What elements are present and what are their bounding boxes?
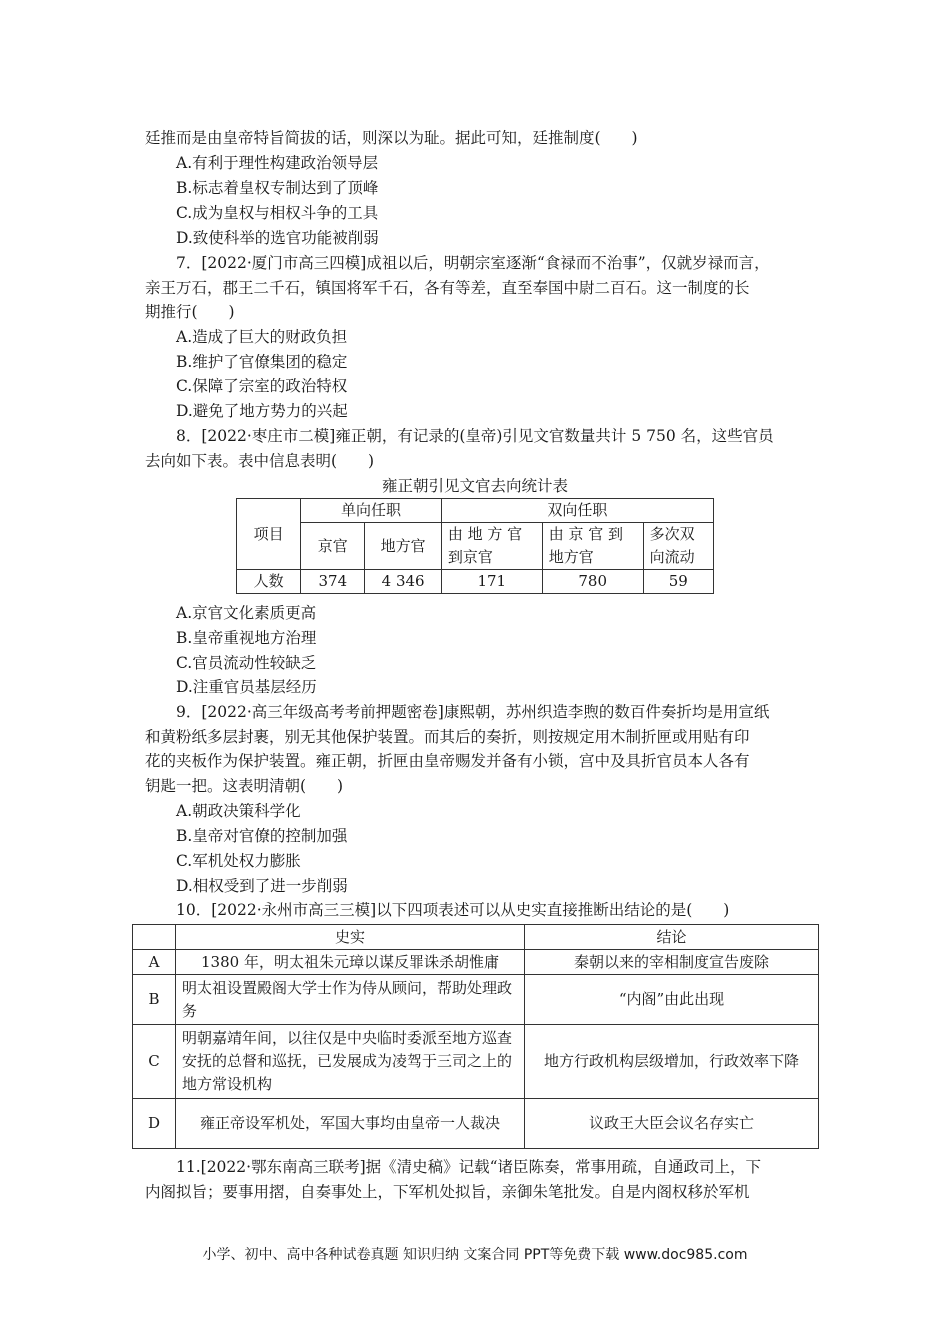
table-conclusion-cell: 议政王大臣会议名存实亡 bbox=[525, 1099, 819, 1149]
table-corner bbox=[133, 925, 176, 950]
q10-stem-line: 10．[2022·永州市高三三模]以下四项表述可以从史实直接推断出结论的是( ) bbox=[176, 901, 730, 919]
table-conclusion-cell: “内阁”由此出现 bbox=[525, 975, 819, 1025]
q6-option-a: A.有利于理性构建政治领导层 bbox=[176, 154, 379, 172]
table-row-label: C bbox=[133, 1025, 176, 1099]
q7-stem-line-2: 亲王万石，郡王二千石，镇国将军千石，各有等差，直至奉国中尉二百石。这一制度的长 bbox=[145, 279, 750, 297]
table-fact-cell: 明太祖设置殿阁大学士作为侍从顾问，帮助处理政务 bbox=[176, 975, 525, 1025]
page-footer: 小学、初中、高中各种试卷真题 知识归纳 文案合同 PPT等免费下载 www.doc985.com bbox=[202, 1247, 748, 1263]
table-cell: 374 bbox=[301, 570, 365, 594]
table-fact-cell: 1380 年，明太祖朱元璋以谋反罪诛杀胡惟庸 bbox=[176, 950, 525, 975]
table-cell: 780 bbox=[542, 570, 643, 594]
q8-option-b: B.皇帝重视地方治理 bbox=[176, 629, 317, 647]
table-row-label: D bbox=[133, 1099, 176, 1149]
table-header-item: 项目 bbox=[237, 499, 301, 570]
table-header-fact: 史实 bbox=[176, 925, 525, 950]
table-cell: 59 bbox=[643, 570, 713, 594]
q9-stem-line-3: 花的夹板作为保护装置。雍正朝，折匣由皇帝赐发并备有小锁，宫中及具折官员本人各有 bbox=[145, 752, 750, 770]
table-row-label: 人数 bbox=[237, 570, 301, 594]
table-sub-header: 由 京 官 到 地方官 bbox=[542, 523, 643, 570]
q7-stem-line-1: 7．[2022·厦门市高三四模]成祖以后，明朝宗室逐渐“食禄而不治事”，仅就岁禄而言， bbox=[176, 254, 770, 272]
q9-stem-line-4: 钥匙一把。这表明清朝( ) bbox=[145, 777, 344, 795]
table-header-double: 双向任职 bbox=[441, 499, 713, 523]
q8-table bbox=[236, 498, 714, 594]
table-sub-header: 多次双向流动 bbox=[643, 523, 713, 570]
q11-stem-line-2: 内阁拟旨；要事用摺，自奏事处上，下军机处拟旨，亲御朱笔批发。自是内阁权移於军机 bbox=[145, 1183, 750, 1201]
q9-stem-line-1: 9．[2022·高三年级高考考前押题密卷]康熙朝，苏州织造李煦的数百件奏折均是用宣纸 bbox=[176, 703, 770, 721]
q8-table-caption: 雍正朝引见文官去向统计表 bbox=[381, 477, 568, 495]
q9-option-a: A.朝政决策科学化 bbox=[176, 802, 301, 820]
table-header-single: 单向任职 bbox=[301, 499, 442, 523]
table-row-label: A bbox=[133, 950, 176, 975]
table-conclusion-cell: 地方行政机构层级增加，行政效率下降 bbox=[525, 1025, 819, 1099]
q8-stem-line-1: 8．[2022·枣庄市二模]雍正朝，有记录的(皇帝)引见文官数量共计 5 750 名，这些官员 bbox=[176, 427, 774, 445]
q6-stem-line: 廷推而是由皇帝特旨简拔的话，则深以为耻。据此可知，廷推制度( ) bbox=[145, 129, 638, 147]
q9-stem-line-2: 和黄粉纸多层封裹，别无其他保护装置。而其后的奏折，则按规定用木制折匣或用贴有印 bbox=[145, 728, 750, 746]
q6-option-d: D.致使科举的选官功能被削弱 bbox=[176, 229, 379, 247]
table-cell: 171 bbox=[441, 570, 542, 594]
q9-option-c: C.军机处权力膨胀 bbox=[176, 852, 301, 870]
table-sub-header: 由 地 方 官 到京官 bbox=[441, 523, 542, 570]
q7-option-a: A.造成了巨大的财政负担 bbox=[176, 328, 348, 346]
q9-option-b: B.皇帝对官僚的控制加强 bbox=[176, 827, 348, 845]
q6-option-b: B.标志着皇权专制达到了顶峰 bbox=[176, 179, 379, 197]
q7-option-d: D.避免了地方势力的兴起 bbox=[176, 402, 348, 420]
table-row-label: B bbox=[133, 975, 176, 1025]
table-header-conclusion: 结论 bbox=[525, 925, 819, 950]
q8-option-c: C.官员流动性较缺乏 bbox=[176, 654, 317, 672]
table-conclusion-cell: 秦朝以来的宰相制度宣告废除 bbox=[525, 950, 819, 975]
q11-stem-line-1: 11.[2022·鄂东南高三联考]据《清史稿》记载“诸臣陈奏，常事用疏，自通政司上，下 bbox=[176, 1158, 762, 1176]
q7-option-b: B.维护了官僚集团的稳定 bbox=[176, 353, 348, 371]
table-fact-cell: 雍正帝设军机处，军国大事均由皇帝一人裁决 bbox=[176, 1099, 525, 1149]
q8-option-d: D.注重官员基层经历 bbox=[176, 678, 317, 696]
q9-option-d: D.相权受到了进一步削弱 bbox=[176, 877, 348, 895]
q7-stem-line-3: 期推行( ) bbox=[145, 303, 235, 321]
q8-option-a: A.京官文化素质更高 bbox=[176, 604, 317, 622]
q8-stem-line-2: 去向如下表。表中信息表明( ) bbox=[145, 452, 375, 470]
table-fact-cell: 明朝嘉靖年间，以往仅是中央临时委派至地方巡查安抚的总督和巡抚，已发展成为凌驾于三司之上的地方常设机构 bbox=[176, 1025, 525, 1099]
table-sub-header: 京官 bbox=[301, 523, 365, 570]
q10-table bbox=[132, 924, 819, 1149]
q6-option-c: C.成为皇权与相权斗争的工具 bbox=[176, 204, 379, 222]
q7-option-c: C.保障了宗室的政治特权 bbox=[176, 377, 348, 395]
table-cell: 4 346 bbox=[365, 570, 441, 594]
table-sub-header: 地方官 bbox=[365, 523, 441, 570]
